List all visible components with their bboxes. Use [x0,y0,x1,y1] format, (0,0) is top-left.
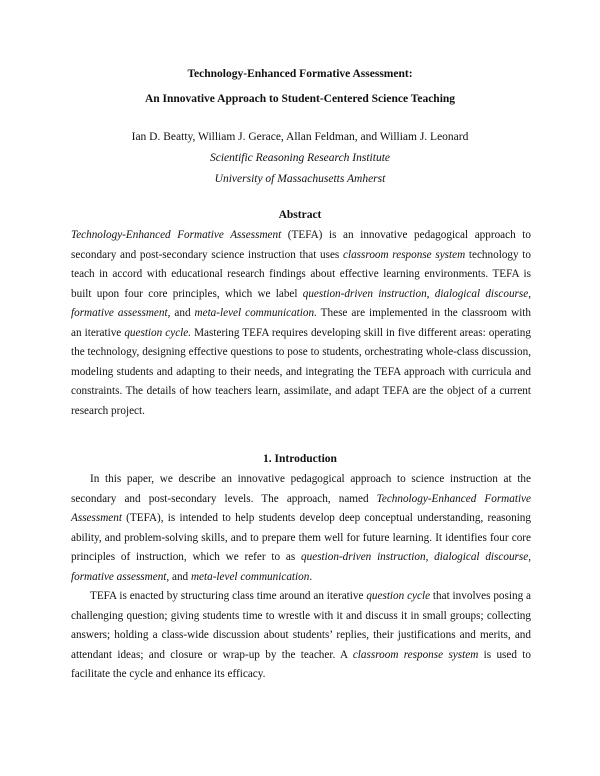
abstract-heading: Abstract [278,209,322,221]
intro-text: In this paper, we describe an innovative pedagogical approach to science instruction at the secondary and post-secondary levels. The approach, named [71,473,531,505]
intro-text: Technology-Enhanced Formative Assessment [71,492,531,524]
paper-title-line2: An Innovative Approach to Student-Centered Science Teaching [144,93,456,105]
intro-text: , and [166,570,191,583]
intro-text: question cycle [366,590,431,602]
abstract-text: classroom response system [343,248,466,261]
affiliation-university: University of Massachusetts Amherst [214,173,386,185]
abstract-paragraph [71,226,531,421]
introduction-heading: 1. Introduction [263,453,337,465]
intro-text: classroom response system [352,648,479,661]
abstract-text: Technology-Enhanced Formative Assessment [71,229,282,241]
intro-text: , [528,551,532,563]
abstract-text: question cycle. [124,326,192,339]
abstract-text: , [426,287,435,300]
intro-text: question-driven instruction [301,551,426,563]
abstract-text: question-driven instruction [302,287,427,300]
intro-text: meta-level communication [190,570,310,583]
abstract-text: Mastering TEFA requires developing skill in five different areas: operating the technology, designing effective questions to pose to students, orchestrating whole-class discussion, modeling students and adapting to their needs, and integrating the TEFA approach with curricula and constraints. The details of how teachers learn, assimilate, and adapt TEFA are the object of a current research project. [71,326,531,417]
author-list: Ian D. Beatty, William J. Gerace, Allan Feldman, and William J. Leonard [131,131,469,143]
abstract-text: meta-level communication. [194,307,317,319]
intro-text: . [309,570,313,583]
abstract-text: These are implemented in the classroom with an iterative [71,307,532,339]
affiliation-institute: Scientific Reasoning Research Institute [209,152,390,164]
abstract-text: dialogical discourse [434,287,529,300]
intro-text: dialogical discourse [434,551,529,563]
abstract-text: technology to teach in accord with educational research findings about effective learning environments. TEFA is built upon four core principles, which we label [71,248,532,300]
intro-text: formative assessment [71,570,167,583]
paper-title-line1: Technology-Enhanced Formative Assessment: [187,68,413,80]
abstract-text: , [528,287,532,300]
abstract-text: (TEFA) is an innovative pedagogical approach to secondary and post-secondary science instruction that uses [71,229,531,261]
introduction-paragraph-1 [71,470,531,587]
intro-text: , [425,551,435,563]
abstract-text: , and [167,307,195,319]
introduction-paragraph-2 [71,587,531,685]
intro-text: TEFA is enacted by structuring class time around an iterative [90,590,367,602]
intro-text: (TEFA), is intended to help students develop deep conceptual understanding, reasoning ability, and problem-solving skills, and to prepare them well for future learning. It identifies four core principles of instruction, which we refer to as [71,512,531,563]
abstract-text: formative assessment [71,307,168,319]
intro-text: is used to facilitate the cycle and enhance its efficacy. [71,648,531,680]
intro-text: that involves posing a challenging question; giving students time to wrestle with it and discuss it in small groups; collecting answers; holding a class-wide discussion about students’ replies, their justifications and merits, and attendant ideas; and closure or wrap-up by the teacher. A [71,590,531,661]
